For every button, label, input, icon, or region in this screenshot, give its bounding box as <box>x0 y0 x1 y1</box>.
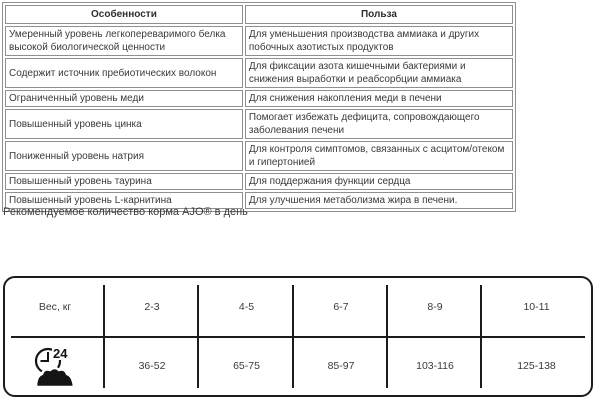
column-divider <box>386 285 388 388</box>
column-divider <box>197 285 199 388</box>
feature-cell: Содержит источник пребиотических волокон <box>5 58 243 88</box>
column-divider <box>480 285 482 388</box>
features-benefits-table <box>2 2 516 212</box>
amount-cell: 36-52 <box>138 359 166 372</box>
table-row <box>5 26 513 56</box>
feature-cell: Пониженный уровень натрия <box>5 141 243 171</box>
amount-cell: 65-75 <box>233 359 260 372</box>
benefit-column-header: Польза <box>245 5 513 24</box>
amount-cell: 85-97 <box>327 359 355 372</box>
column-divider <box>292 285 294 388</box>
benefit-cell: Для снижения накопления меди в печени <box>245 90 513 107</box>
icon-24-label: 24 <box>53 345 68 361</box>
table-row <box>5 90 513 107</box>
feeding-table <box>3 276 593 397</box>
benefit-cell: Для уменьшения производства аммиака и других побочных азотистых продуктов <box>245 26 513 56</box>
weight-cell: 10-11 <box>523 301 550 314</box>
table-row <box>5 58 513 88</box>
amount-cell: 103-116 <box>416 359 454 372</box>
amount-cell: 125-138 <box>517 359 556 372</box>
benefit-cell: Для фиксации азота кишечными бактериями и снижения выработки и реабсорбции аммиака <box>245 58 513 88</box>
column-divider <box>103 285 105 388</box>
daily-amount-icon-cell <box>5 337 105 396</box>
feature-cell: Повышенный уровень таурина <box>5 173 243 190</box>
feature-cell: Повышенный уровень L-карнитина <box>5 192 243 209</box>
header-row <box>5 5 513 24</box>
table-row <box>5 141 513 171</box>
benefit-cell: Помогает избежать дефицита, сопровождающего заболевания печени <box>245 109 513 139</box>
weight-header-cell: Вес, кг <box>38 301 72 314</box>
weight-cell: 6-7 <box>333 301 349 314</box>
features-column-header: Особенности <box>5 5 243 24</box>
weight-cell: 4-5 <box>238 301 255 314</box>
feature-cell: Повышенный уровень цинка <box>5 109 243 139</box>
feature-cell: Ограниченный уровень меди <box>5 90 243 107</box>
table-row <box>5 173 513 190</box>
row-divider <box>11 336 585 338</box>
weight-cell: 2-3 <box>144 301 160 314</box>
clock-24h-food-bowl-icon <box>32 342 78 390</box>
benefit-cell: Для контроля симптомов, связанных с асцитом/отеком и гипертонией <box>245 141 513 171</box>
table-row <box>5 109 513 139</box>
weight-cell: 8-9 <box>427 301 443 314</box>
benefit-cell: Для поддержания функции сердца <box>245 173 513 190</box>
section-title: Рекомендуемое количество корма AJO® в день <box>3 206 248 218</box>
feature-cell: Умеренный уровень легкопереваримого белка высокой биологической ценности <box>5 26 243 56</box>
benefit-cell: Для улучшения метаболизма жира в печени. <box>245 192 513 209</box>
